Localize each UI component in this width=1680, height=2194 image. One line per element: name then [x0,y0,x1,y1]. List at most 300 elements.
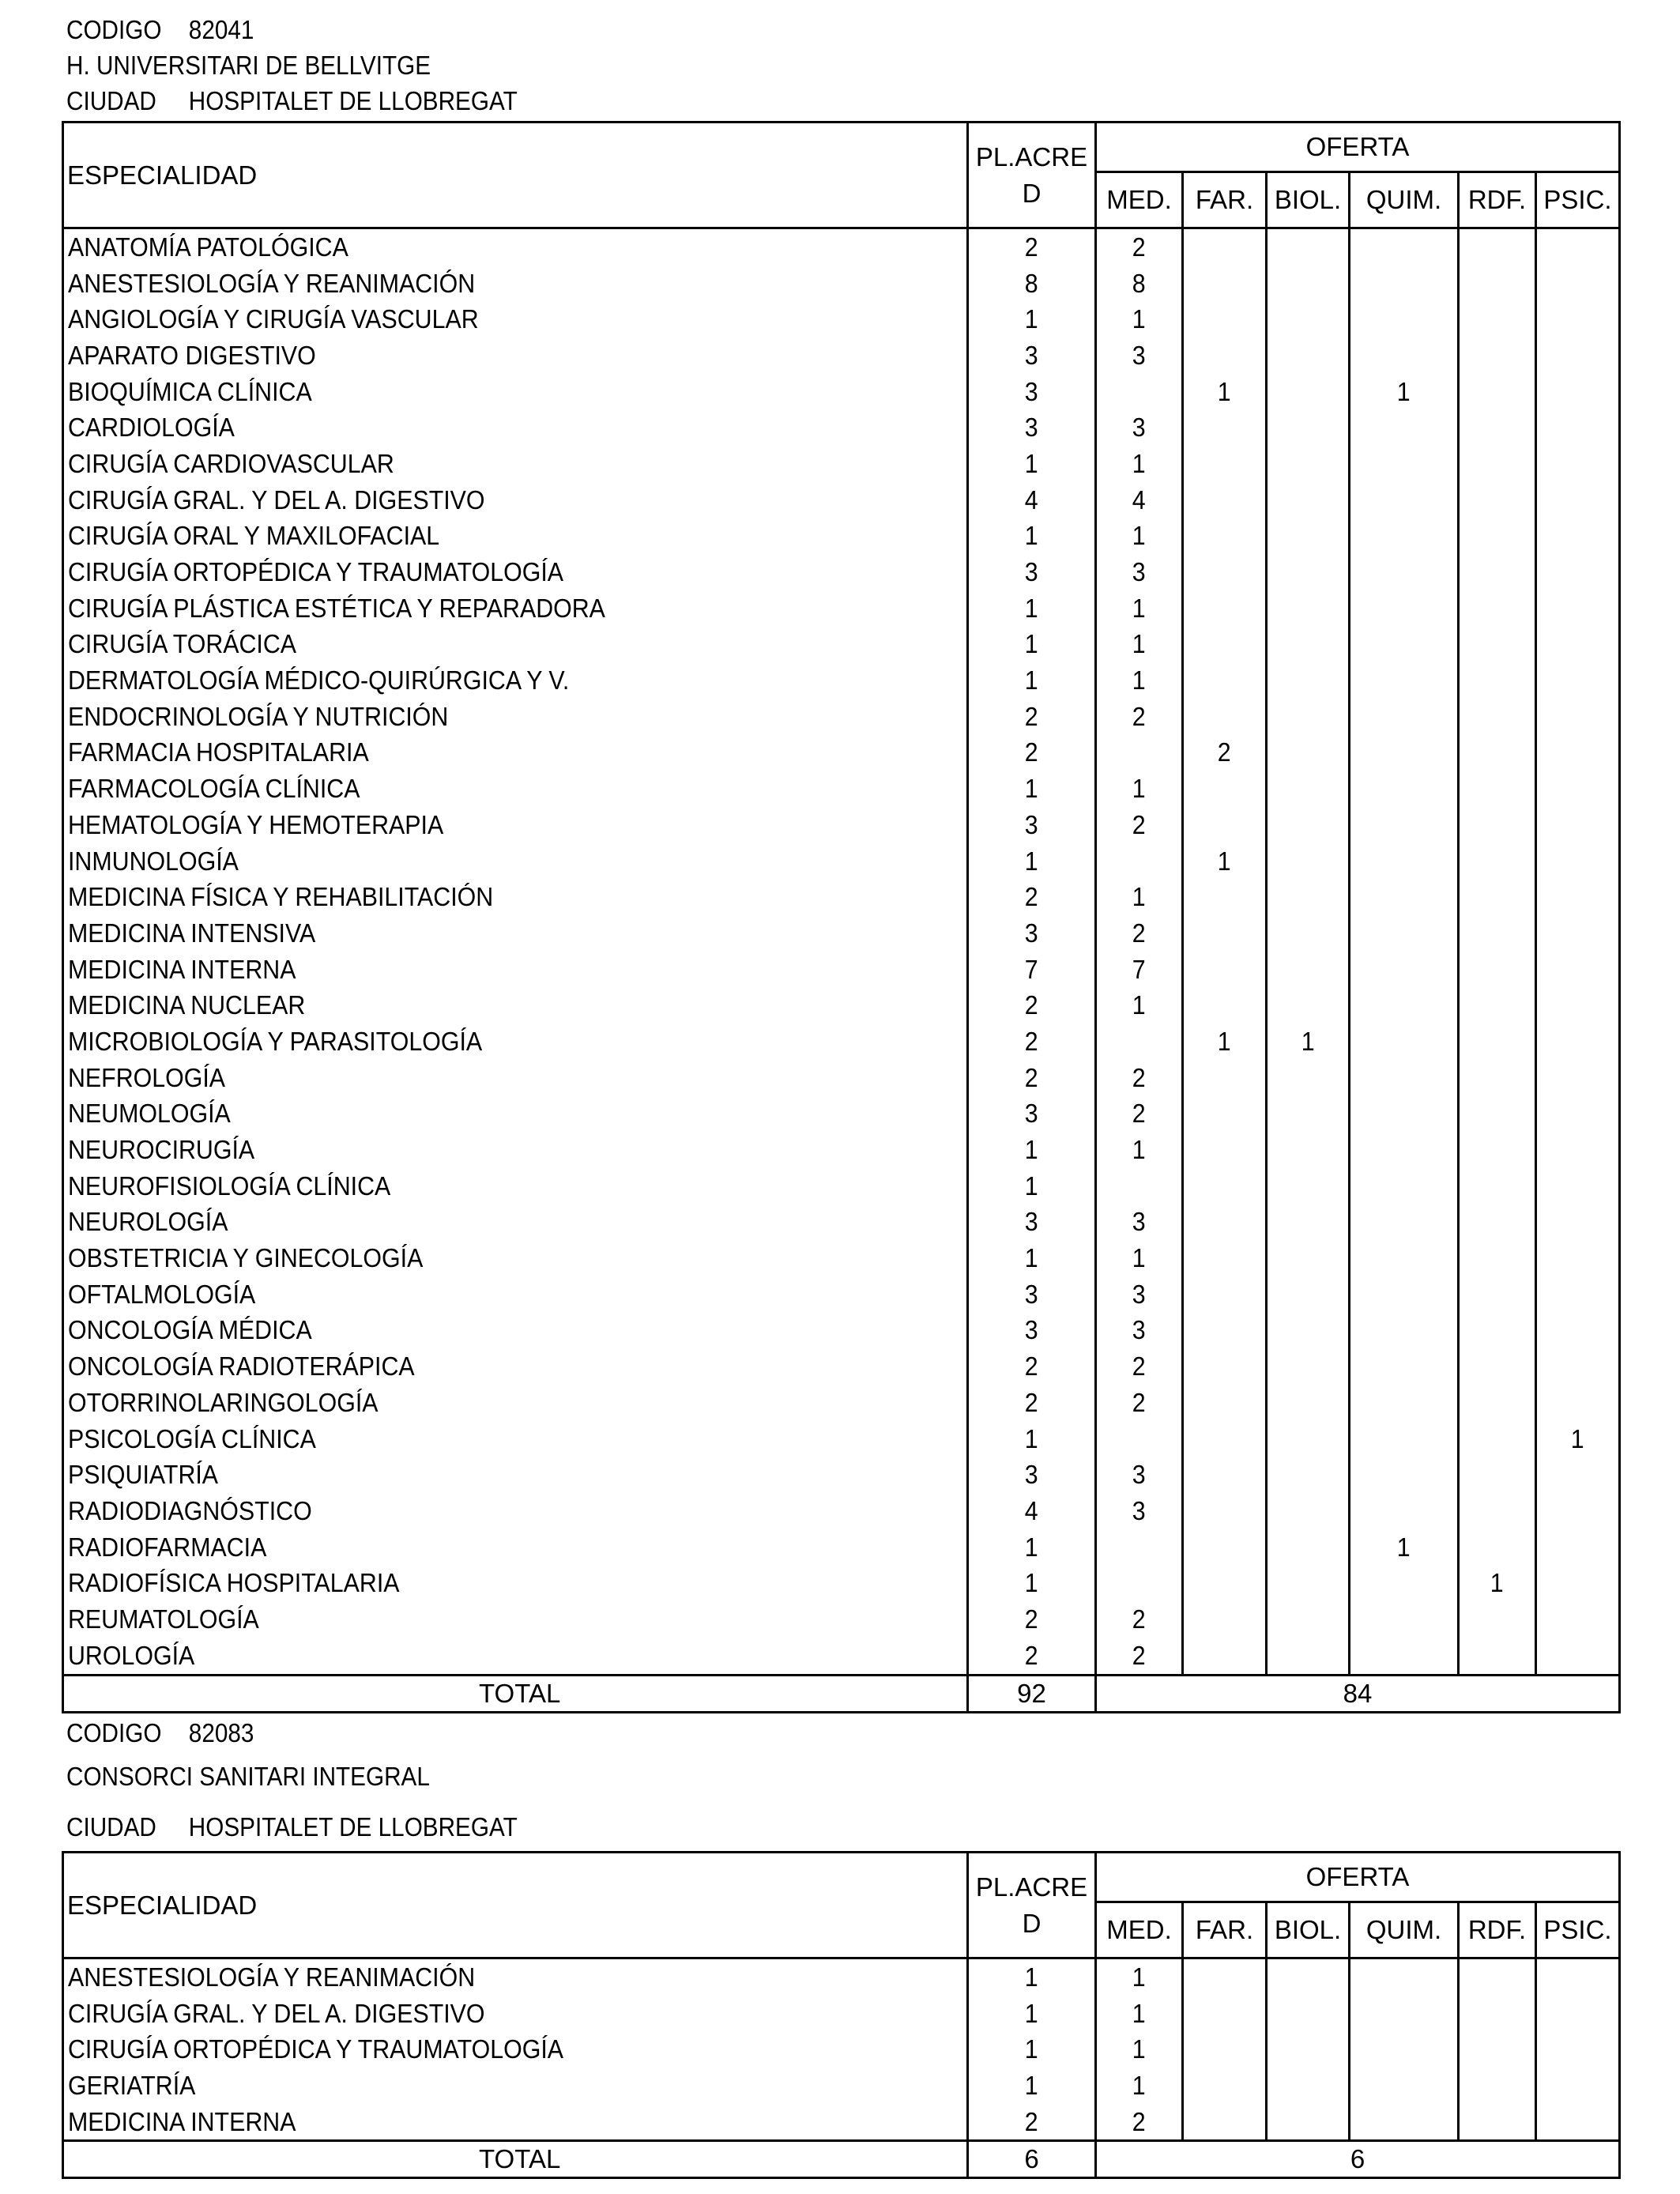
hospital-name: H. UNIVERSITARI DE BELLVITGE [66,51,431,80]
especialidad-cell [63,771,968,807]
biol-cell [1267,915,1350,952]
far-cell [1183,1240,1267,1276]
psic-cell [1536,228,1620,266]
med-cell-text: 2 [1132,232,1146,262]
especialidad-cell [63,374,968,410]
quim-cell-text: 1 [1397,1532,1411,1562]
med-cell-text: 2 [1132,1062,1146,1092]
psic-cell [1536,554,1620,590]
placred-cell [968,1132,1096,1168]
biol-cell [1267,1421,1350,1457]
placred-cell [968,409,1096,446]
med-cell [1096,1385,1183,1421]
rdf-cell [1459,1132,1536,1168]
rdf-cell [1459,590,1536,627]
rdf-cell [1459,2068,1536,2104]
table-row [63,374,1620,410]
table-row [63,735,1620,771]
med-cell-text: 3 [1132,340,1146,370]
rdf-cell [1459,1204,1536,1241]
table-row [63,699,1620,735]
placred-cell-text: 1 [1025,629,1038,659]
placred-cell [968,1276,1096,1313]
rdf-cell [1459,266,1536,302]
table-row [63,266,1620,302]
psic-cell [1536,662,1620,699]
med-cell [1096,1023,1183,1060]
placred-cell [968,627,1096,663]
far-cell [1183,301,1267,337]
med-cell [1096,1204,1183,1241]
especialidad-cell-text: RADIOFÍSICA HOSPITALARIA [68,1568,400,1598]
quim-cell [1350,1996,1459,2032]
psic-cell [1536,301,1620,337]
table-row [63,1421,1620,1457]
especialidad-cell-text: PSICOLOGÍA CLÍNICA [68,1423,316,1453]
far-cell [1183,1060,1267,1096]
especialidad-cell [63,1060,968,1096]
placred-cell [968,771,1096,807]
table-row [63,771,1620,807]
subcol-rdf: RDF. [1459,172,1536,228]
psic-cell [1536,771,1620,807]
especialidad-cell [63,952,968,988]
table-row [63,554,1620,590]
especialidad-cell-text: ANESTESIOLOGÍA Y REANIMACIÓN [68,1962,476,1992]
total-label: TOTAL [63,1675,968,1712]
placred-cell [968,1096,1096,1133]
biol-cell [1267,627,1350,663]
rdf-cell [1459,228,1536,266]
biol-cell [1267,952,1350,988]
biol-cell [1267,2104,1350,2141]
psic-cell [1536,1421,1620,1457]
placred-cell-text: 3 [1025,809,1038,839]
rdf-cell [1459,482,1536,518]
med-cell [1096,1457,1183,1493]
med-cell-text: 2 [1132,1387,1146,1417]
med-cell [1096,446,1183,482]
med-cell [1096,1638,1183,1675]
far-cell [1183,446,1267,482]
med-cell-text: 1 [1132,1243,1146,1273]
far-cell [1183,843,1267,880]
especialidad-cell [63,228,968,266]
table-row [63,590,1620,627]
total-oferta: 6 [1096,2141,1620,2178]
especialidad-cell [63,1348,968,1385]
biol-cell [1267,374,1350,410]
med-cell [1096,301,1183,337]
rdf-cell [1459,771,1536,807]
especialidad-cell-text: CIRUGÍA ORTOPÉDICA Y TRAUMATOLOGÍA [68,557,564,587]
placred-cell [968,228,1096,266]
especialidad-cell-text: UROLOGÍA [68,1640,195,1670]
hospital-name: CONSORCI SANITARI INTEGRAL [66,1762,430,1791]
especialidad-cell [63,1457,968,1493]
med-cell [1096,952,1183,988]
med-cell [1096,1493,1183,1529]
far-cell [1183,590,1267,627]
especialidad-cell-text: HEMATOLOGÍA Y HEMOTERAPIA [68,809,444,839]
quim-cell [1350,1421,1459,1457]
far-cell [1183,879,1267,915]
biol-cell [1267,987,1350,1023]
far-cell-text: 1 [1218,846,1231,876]
placred-cell-text: 2 [1025,1387,1038,1417]
especialidad-cell [63,1132,968,1168]
placred-cell-text: 8 [1025,268,1038,298]
especialidad-cell-text: FARMACOLOGÍA CLÍNICA [68,774,360,804]
quim-cell [1350,2068,1459,2104]
psic-cell [1536,446,1620,482]
rdf-cell [1459,735,1536,771]
placred-cell [968,879,1096,915]
med-cell-text: 8 [1132,268,1146,298]
med-cell-text: 1 [1132,1135,1146,1165]
far-cell [1183,1529,1267,1566]
med-cell [1096,699,1183,735]
far-cell [1183,266,1267,302]
rdf-cell [1459,2031,1536,2068]
table-row [63,1493,1620,1529]
placred-cell-text: 3 [1025,1207,1038,1237]
table-row [63,1638,1620,1675]
codigo-label: CODIGO [66,15,162,44]
placred-cell [968,987,1096,1023]
placred-cell [968,266,1096,302]
rdf-cell [1459,409,1536,446]
quim-cell [1350,915,1459,952]
psic-cell [1536,1958,1620,1996]
med-cell-text: 1 [1132,448,1146,478]
especialidad-cell-text: ONCOLOGÍA MÉDICA [68,1315,312,1345]
placred-cell-text: 1 [1025,1423,1038,1453]
med-cell-text: 2 [1132,1099,1146,1129]
placred-cell [968,735,1096,771]
psic-cell [1536,915,1620,952]
biol-cell [1267,1493,1350,1529]
med-cell-text: 2 [1132,918,1146,948]
especialidad-cell-text: MICROBIOLOGÍA Y PARASITOLOGÍA [68,1026,483,1056]
med-cell-text: 1 [1132,2034,1146,2064]
subcol-quim: QUIM. [1350,172,1459,228]
subcol-psic: PSIC. [1536,172,1620,228]
biol-cell [1267,771,1350,807]
rdf-cell [1459,1313,1536,1349]
placred-cell-text: 1 [1025,521,1038,551]
placred-cell-text: 2 [1025,990,1038,1020]
subcol-quim: QUIM. [1350,1902,1459,1958]
psic-cell [1536,2104,1620,2141]
med-cell-text: 1 [1132,1998,1146,2028]
placred-cell-text: 1 [1025,1532,1038,1562]
placred-cell-text: 1 [1025,1998,1038,2028]
placred-cell-text: 1 [1025,1568,1038,1598]
quim-cell [1350,1958,1459,1996]
biol-cell [1267,1996,1350,2032]
quim-cell [1350,1638,1459,1675]
biol-cell [1267,1313,1350,1349]
placred-cell-text: 1 [1025,1135,1038,1165]
table-row [63,879,1620,915]
placred-cell [968,915,1096,952]
biol-cell [1267,1096,1350,1133]
far-cell [1183,662,1267,699]
med-cell [1096,1168,1183,1204]
especialidad-cell-text: NEUROCIRUGÍA [68,1135,255,1165]
biol-cell [1267,1240,1350,1276]
med-cell-text: 2 [1132,809,1146,839]
especialidad-cell-text: NEUMOLOGÍA [68,1099,231,1129]
placred-cell [968,843,1096,880]
especialidad-cell-text: CIRUGÍA TORÁCICA [68,629,297,659]
table-row [63,1565,1620,1601]
quim-cell [1350,228,1459,266]
quim-cell [1350,1240,1459,1276]
med-cell-text: 1 [1132,665,1146,696]
placred-cell-text: 2 [1025,737,1038,767]
med-cell [1096,1276,1183,1313]
quim-cell [1350,590,1459,627]
placred-cell-text: 4 [1025,1495,1038,1525]
total-placred: 6 [968,2141,1096,2178]
rdf-cell-text: 1 [1490,1568,1504,1598]
placred-cell-text: 2 [1025,1062,1038,1092]
table-row [63,1204,1620,1241]
far-cell [1183,952,1267,988]
especialidad-cell-text: APARATO DIGESTIVO [68,340,316,370]
rdf-cell [1459,699,1536,735]
placred-cell-text: 3 [1025,413,1038,443]
placred-cell-text: 2 [1025,1640,1038,1670]
rdf-cell [1459,301,1536,337]
especialidad-cell-text: MEDICINA INTERNA [68,2106,296,2136]
med-cell-text: 1 [1132,990,1146,1020]
far-cell [1183,1023,1267,1060]
especialidad-cell [63,409,968,446]
med-cell [1096,1240,1183,1276]
placred-cell [968,1023,1096,1060]
especialidad-cell-text: PSIQUIATRÍA [68,1460,219,1490]
table-row [63,2104,1620,2141]
psic-cell [1536,1565,1620,1601]
med-cell-text: 1 [1132,1962,1146,1992]
rdf-cell [1459,1565,1536,1601]
especialidad-cell [63,1023,968,1060]
med-cell-text: 3 [1132,413,1146,443]
especialidad-cell [63,337,968,374]
especialidad-cell [63,1276,968,1313]
quim-cell [1350,482,1459,518]
biol-cell [1267,1958,1350,1996]
table-row [63,1168,1620,1204]
especialidad-cell-text: MEDICINA INTENSIVA [68,918,316,948]
far-cell [1183,1958,1267,1996]
total-placred: 92 [968,1675,1096,1712]
especialidad-cell-text: OTORRINOLARINGOLOGÍA [68,1387,379,1417]
quim-cell [1350,2104,1459,2141]
table-row [63,518,1620,555]
especialidad-cell [63,915,968,952]
far-cell [1183,337,1267,374]
placred-cell-text: 1 [1025,593,1038,623]
especialidad-cell [63,1601,968,1638]
placred-cell [968,952,1096,988]
table-row [63,409,1620,446]
especialidad-cell [63,301,968,337]
ciudad-label: CIUDAD [66,86,156,115]
especialidad-cell [63,554,968,590]
placred-cell-text: 3 [1025,340,1038,370]
quim-cell [1350,952,1459,988]
ciudad-label: CIUDAD [66,1812,156,1842]
quim-cell [1350,337,1459,374]
especialidad-cell-text: OBSTETRICIA Y GINECOLOGÍA [68,1243,424,1273]
especialidad-cell-text: REUMATOLOGÍA [68,1604,259,1634]
placred-cell [968,1565,1096,1601]
psic-cell [1536,1348,1620,1385]
table-row [63,627,1620,663]
especialidad-cell [63,518,968,555]
far-cell [1183,627,1267,663]
table-row [63,1457,1620,1493]
especialidad-cell [63,266,968,302]
especialidad-cell [63,1204,968,1241]
especialidad-cell [63,843,968,880]
table-row [63,1313,1620,1349]
rdf-cell [1459,554,1536,590]
especialidad-cell [63,2068,968,2104]
biol-cell [1267,301,1350,337]
rdf-cell [1459,1601,1536,1638]
far-cell [1183,1493,1267,1529]
quim-cell [1350,301,1459,337]
biol-cell [1267,699,1350,735]
col-especialidad-header: ESPECIALIDAD [63,1853,968,1958]
psic-cell [1536,1493,1620,1529]
especialidad-cell [63,1385,968,1421]
especialidad-cell [63,1529,968,1566]
placred-cell [968,662,1096,699]
med-cell [1096,2068,1183,2104]
especialidades-table [62,1851,1618,2179]
far-cell [1183,987,1267,1023]
quim-cell [1350,699,1459,735]
placred-cell-text: 2 [1025,1351,1038,1382]
codigo-line [66,14,254,46]
placred-cell-text: 1 [1025,2034,1038,2064]
especialidad-cell-text: CIRUGÍA GRAL. Y DEL A. DIGESTIVO [68,1998,485,2028]
biol-cell [1267,1601,1350,1638]
table-row [63,446,1620,482]
placred-cell-text: 3 [1025,1460,1038,1490]
far-cell-text: 1 [1218,1026,1231,1056]
far-cell [1183,1276,1267,1313]
far-cell [1183,2104,1267,2141]
med-cell-text: 1 [1132,593,1146,623]
table-row [63,1023,1620,1060]
especialidad-cell-text: ANGIOLOGÍA Y CIRUGÍA VASCULAR [68,304,479,334]
med-cell-text: 7 [1132,954,1146,984]
placred-cell-text: 1 [1025,774,1038,804]
far-cell [1183,554,1267,590]
placred-cell [968,1958,1096,1996]
rdf-cell [1459,843,1536,880]
psic-cell [1536,1132,1620,1168]
quim-cell [1350,1493,1459,1529]
quim-cell [1350,1023,1459,1060]
placred-cell-text: 1 [1025,665,1038,696]
quim-cell [1350,1348,1459,1385]
far-cell [1183,1638,1267,1675]
placred-cell-text: 3 [1025,1279,1038,1309]
med-cell-text: 3 [1132,1207,1146,1237]
med-cell [1096,771,1183,807]
rdf-cell [1459,1996,1536,2032]
biol-cell [1267,266,1350,302]
table-row [63,1096,1620,1133]
especialidad-cell-text: CIRUGÍA CARDIOVASCULAR [68,448,394,478]
especialidad-cell-text: RADIOFARMACIA [68,1532,267,1562]
placred-cell [968,1060,1096,1096]
rdf-cell [1459,2104,1536,2141]
total-label: TOTAL [63,2141,968,2178]
far-cell [1183,1457,1267,1493]
quim-cell [1350,1601,1459,1638]
placred-cell-text: 3 [1025,1315,1038,1345]
placred-cell [968,1421,1096,1457]
biol-cell-text: 1 [1301,1026,1315,1056]
especialidad-cell [63,1565,968,1601]
placred-cell [968,1638,1096,1675]
subcol-med: MED. [1096,1902,1183,1958]
especialidades-table [62,121,1618,1713]
med-cell [1096,1313,1183,1349]
psic-cell [1536,1313,1620,1349]
quim-cell [1350,554,1459,590]
med-cell-text: 1 [1132,629,1146,659]
med-cell-text: 2 [1132,1351,1146,1382]
psic-cell [1536,807,1620,843]
especialidad-cell [63,1313,968,1349]
placred-cell-text: 3 [1025,376,1038,406]
quim-cell [1350,807,1459,843]
med-cell-text: 1 [1132,882,1146,912]
psic-cell [1536,1276,1620,1313]
quim-cell [1350,2031,1459,2068]
biol-cell [1267,1204,1350,1241]
especialidad-cell-text: OFTALMOLOGÍA [68,1279,256,1309]
rdf-cell [1459,1529,1536,1566]
subcol-rdf: RDF. [1459,1902,1536,1958]
far-cell [1183,228,1267,266]
far-cell [1183,2031,1267,2068]
med-cell [1096,915,1183,952]
table-row [63,482,1620,518]
psic-cell [1536,2068,1620,2104]
especialidad-cell-text: ONCOLOGÍA RADIOTERÁPICA [68,1351,415,1382]
psic-cell [1536,374,1620,410]
psic-cell [1536,1529,1620,1566]
especialidad-cell-text: CIRUGÍA ORTOPÉDICA Y TRAUMATOLOGÍA [68,2034,564,2064]
table [62,121,1621,1713]
especialidad-cell-text: RADIODIAGNÓSTICO [68,1495,312,1525]
psic-cell [1536,987,1620,1023]
med-cell [1096,2031,1183,2068]
quim-cell [1350,1204,1459,1241]
rdf-cell [1459,662,1536,699]
